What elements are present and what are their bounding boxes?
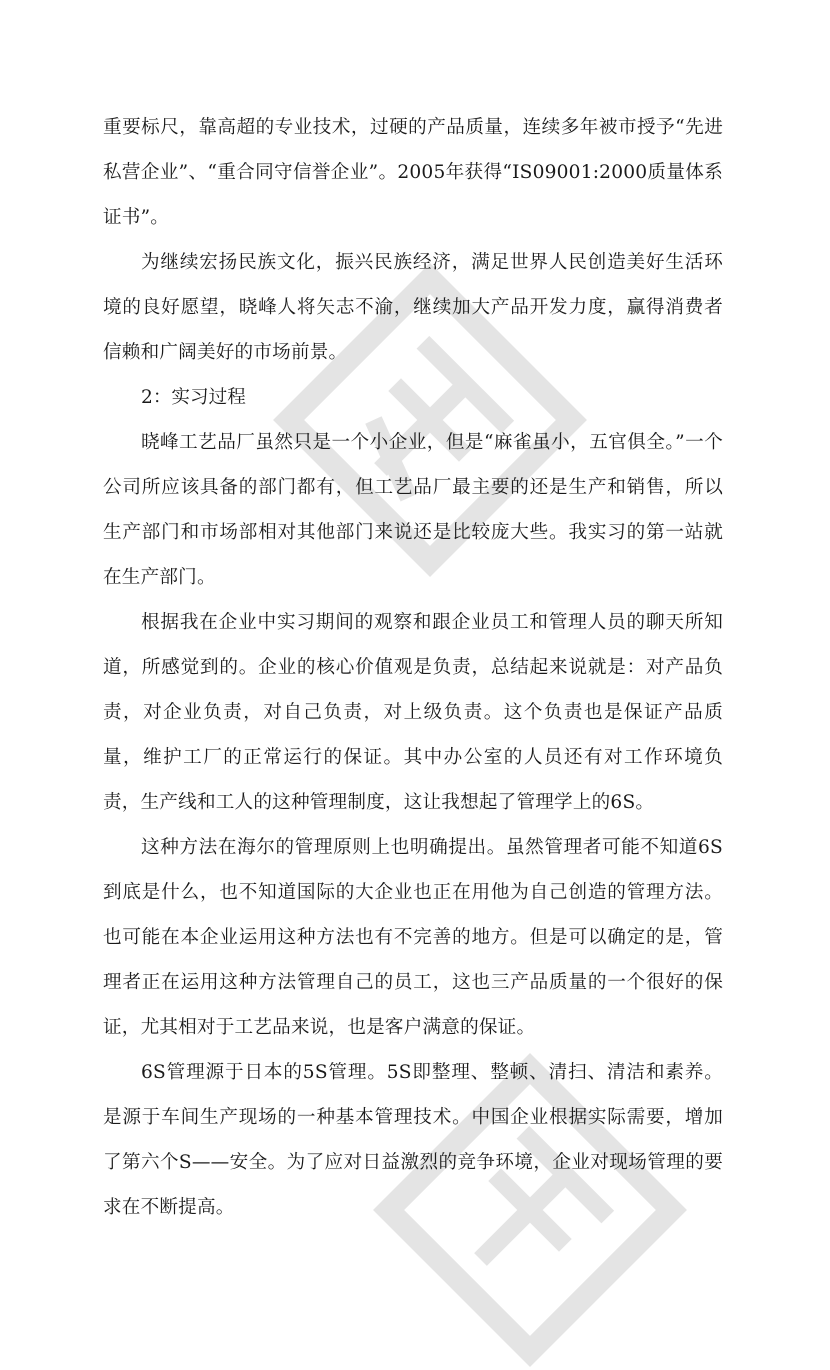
paragraph-continuation: 重要标尺，靠高超的专业技术，过硬的产品质量，连续多年被市授予“先进私营企业”、“重合同守信誉企业”。2005年获得“IS09001:2000质量体系证书”。 [103,117,723,228]
paragraph: 6S管理源于日本的5S管理。5S即整理、整顿、清扫、清洁和素养。是源于车间生产现场的一种基本管理技术。中国企业根据实际需要，增加了第六个S——安全。为了应对日益激烈的竞争环境，企业对现场管理的要求在不断提高。 [103,1062,723,1218]
document-body [103,105,723,1230]
paragraph: 这种方法在海尔的管理原则上也明确提出。虽然管理者可能不知道6S到底是什么，也不知道国际的大企业也正在用他为自己创造的管理方法。也可能在本企业运用这种方法也有不完善的地方。但是可以确定的是，管理者正在运用这种方法管理自己的员工，这也三产品质量的一个很好的保证，尤其相对于工艺品来说，也是客户满意的保证。 [103,837,723,1038]
section-heading: 2：实习过程 [141,387,246,408]
paragraph: 晓峰工艺品厂虽然只是一个小企业，但是“麻雀虽小，五官俱全。”一个公司所应该具备的部门都有，但工艺品厂最主要的还是生产和销售，所以生产部门和市场部相对其他部门来说还是比较庞大些。我实习的第一站就在生产部门。 [103,432,723,588]
paragraph: 根据我在企业中实习期间的观察和跟企业员工和管理人员的聊天所知道，所感觉到的。企业的核心价值观是负责，总结起来说就是：对产品负责，对企业负责，对自己负责，对上级负责。这个负责也是保证产品质量，维护工厂的正常运行的保证。其中办公室的人员还有对工作环境负责，生产线和工人的这种管理制度，这让我想起了管理学上的6S。 [103,612,723,813]
paragraph: 为继续宏扬民族文化，振兴民族经济，满足世界人民创造美好生活环境的良好愿望，晓峰人将矢志不渝，继续加大产品开发力度，赢得消费者信赖和广阔美好的市场前景。 [103,252,723,363]
